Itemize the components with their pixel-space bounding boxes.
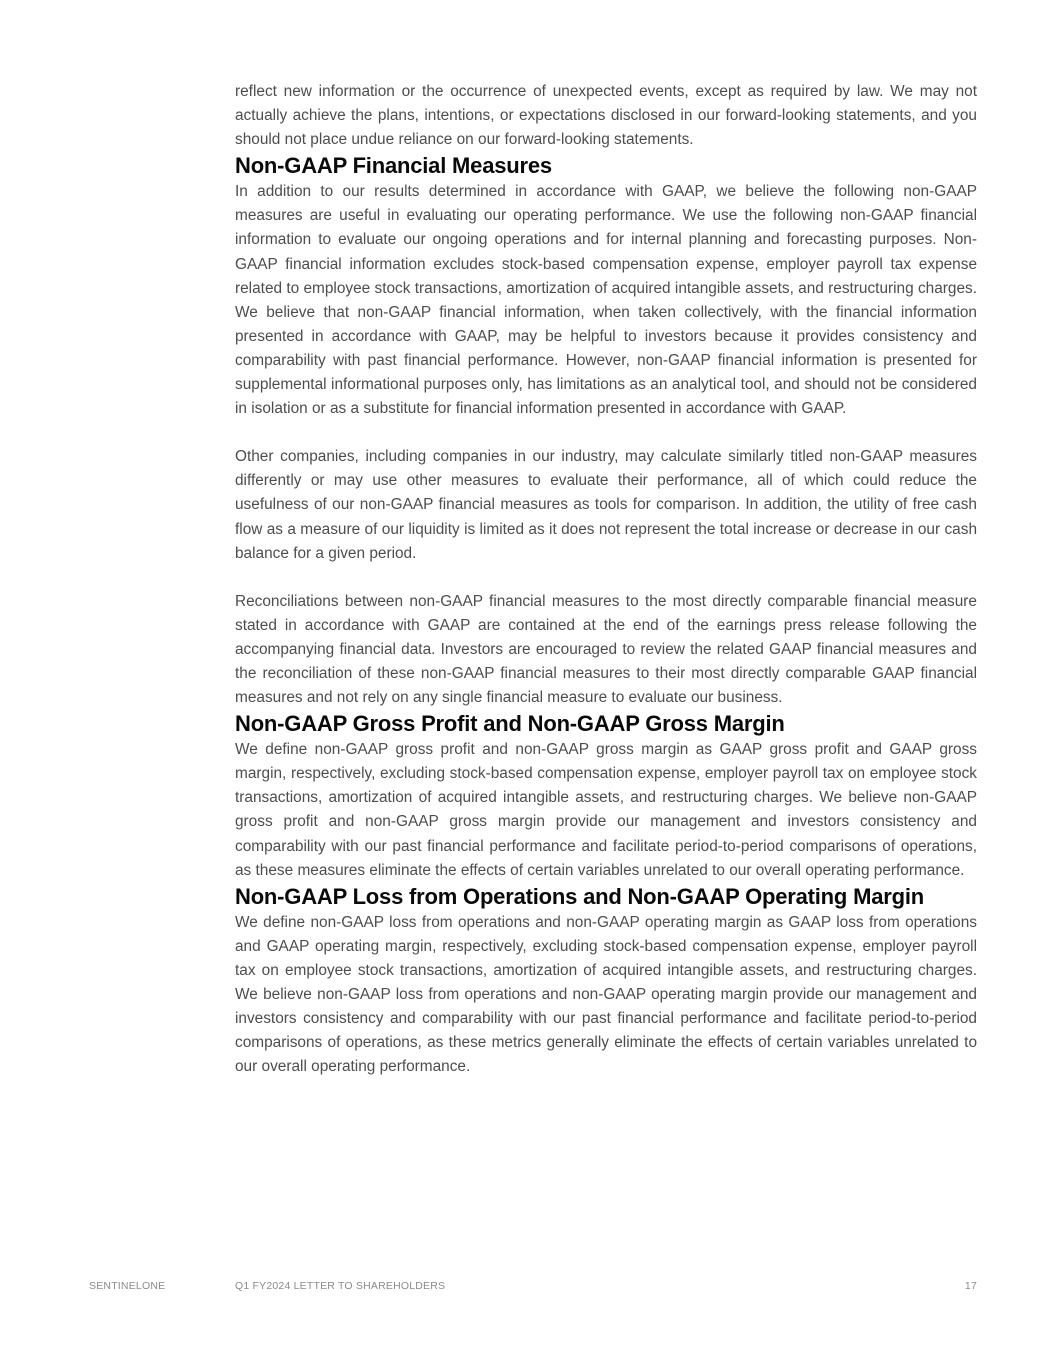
- paragraph-loss-operating-margin: We define non-GAAP loss from operations and non-GAAP operating margin as GAAP loss from operations and GAAP operating margin, respectively, excluding stock-based compensation expense, employer payroll tax on employee stock transactions, amortization of acquired intangible assets, and restructuring charges. We believe non-GAAP loss from operations and non-GAAP operating margin provide our management and investors consistency and comparability with our past financial performance and facilitate period-to-period comparisons of operations, as these metrics generally eliminate the effects of certain variables unrelated to our overall operating performance.: [235, 913, 977, 1076]
- heading-non-gaap-financial-measures: Non-GAAP Financial Measures: [235, 153, 552, 179]
- intro-paragraph: reflect new information or the occurrence of unexpected events, except as required by law. We may not actually achieve the plans, intentions, or expectations disclosed in our forward-looking statements, and you should not place undue reliance on our forward-looking statements.: [235, 83, 977, 149]
- paragraph-reconciliations: Reconciliations between non-GAAP financial measures to the most directly comparable financial measure stated in accordance with GAAP are contained at the end of the earnings press release following the accompanying financial data. Investors are encouraged to review the related GAAP financial measures and the reconciliation of these non-GAAP financial measures to their most directly comparable GAAP financial measures and not rely on any single financial measure to evaluate our business.: [235, 592, 977, 707]
- paragraph-non-gaap-definition: In addition to our results determined in accordance with GAAP, we believe the following non-GAAP measures are useful in evaluating our operating performance. We use the following non-GAAP financial information to evaluate our ongoing operations and for internal planning and forecasting purposes. Non-GAAP financial information excludes stock-based compensation expense, employer payroll tax expense related to employee stock transactions, amortization of acquired intangible assets, and restructuring charges. We believe that non-GAAP financial information, when taken collectively, with the financial information presented in accordance with GAAP, may be helpful to investors because it provides consistency and comparability with past financial performance. However, non-GAAP financial information is presented for supplemental informational purposes only, has limitations as an analytical tool, and should not be considered in isolation or as a substitute for financial information presented in accordance with GAAP.: [235, 183, 977, 418]
- paragraph-gross-profit-margin: We define non-GAAP gross profit and non-GAAP gross margin as GAAP gross profit and GAAP gross margin, respectively, excluding stock-based compensation expense, employer payroll tax on employee stock transactions, amortization of acquired intangible assets, and restructuring charges. We believe non-GAAP gross profit and non-GAAP gross margin provide our management and investors consistency and comparability with our past financial performance and facilitate period-to-period comparisons of operations, as these measures eliminate the effects of certain variables unrelated to our overall operating performance.: [235, 741, 977, 879]
- page-footer: [0, 1280, 1055, 1294]
- footer-company-name: SENTINELONE: [89, 1280, 166, 1292]
- footer-document-title: Q1 FY2024 LETTER TO SHAREHOLDERS: [235, 1280, 446, 1292]
- footer-page-number: 17: [964, 1280, 977, 1292]
- heading-loss-operating-margin: Non-GAAP Loss from Operations and Non-GAAP Operating Margin: [235, 883, 924, 909]
- heading-gross-profit-margin: Non-GAAP Gross Profit and Non-GAAP Gross Margin: [235, 711, 785, 737]
- page-content: [235, 80, 977, 1079]
- paragraph-other-companies: Other companies, including companies in our industry, may calculate similarly titled non-GAAP measures differently or may use other measures to evaluate their performance, all of which could reduce the usefulness of our non-GAAP financial measures as tools for comparison. In addition, the utility of free cash flow as a measure of our liquidity is limited as it does not represent the total increase or decrease in our cash balance for a given period.: [235, 448, 977, 562]
